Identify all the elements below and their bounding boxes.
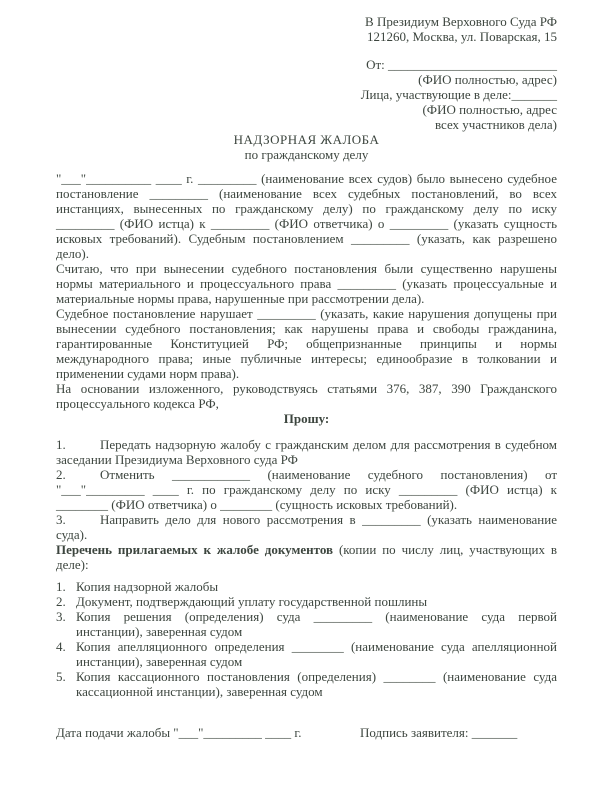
request-item-number: 2. xyxy=(56,467,66,482)
attachment-item xyxy=(56,639,557,669)
attachment-item-number: 2. xyxy=(56,594,66,609)
body-paragraph-grounds: Судебное постановление нарушает _________ (указать, какие нарушения допущены при вынесении судебного постановления; как нарушены права и свободы гражданина, гарантированные Конституцией РФ; общепризнанные принципы и нормы международного права; иные публичные интересы; единообразие в толковании и применении судами норм права). xyxy=(56,306,557,381)
document-subtitle: по гражданскому делу xyxy=(244,147,369,162)
attachment-item-text: Документ, подтверждающий уплату государственной пошлины xyxy=(76,594,428,609)
attachments-heading xyxy=(56,542,557,572)
attachments-heading-title: Перечень прилагаемых к жалобе документов xyxy=(56,542,334,557)
attachment-item-text: Копия решения (определения) суда _________ (наименование суда первой инстанции), заверенная судом xyxy=(76,609,557,639)
from-field: От: __________________________ xyxy=(366,57,557,72)
request-item xyxy=(56,512,557,542)
request-item xyxy=(56,437,557,467)
request-heading: Прошу: xyxy=(283,411,330,426)
attachment-item xyxy=(56,609,557,639)
attachments-list xyxy=(56,579,557,699)
applicant-block xyxy=(56,57,557,132)
body-paragraph-legal-basis: На основании изложенного, руководствуясь статьями 376, 387, 390 Гражданского процессуального кодекса РФ, xyxy=(56,381,557,411)
complaint-body xyxy=(56,171,557,411)
document-footer xyxy=(56,725,557,740)
parties-hint-line1: (ФИО полностью, адрес xyxy=(422,102,557,117)
attachment-item xyxy=(56,579,557,594)
body-paragraph-violations: Считаю, что при вынесении судебного постановления были существенно нарушены нормы материального и процессуального права _________ (указать процессуальные и материальные нормы права, нарушенные при рассмотрении дела). xyxy=(56,261,557,306)
court-name: В Президиум Верховного Суда РФ xyxy=(365,14,557,29)
body-paragraph-ruling: "___"__________ ____ г. _________ (наименование всех судов) было вынесено судебное постановление _________ (наименование всех судебных постановлений, во всех инстанциях, вынесенных по гражданскому делу) по гражданскому делу по иску _________ (ФИО истца) к _________ (ФИО ответчика) о _________ (указать сущность исковых требований). Судебным постановлением _________ (указать, как разрешено дело). xyxy=(56,171,557,261)
parties-field: Лица, участвующие в деле:_______ xyxy=(360,87,557,102)
request-item-text: Направить дело для нового рассмотрения в _________ (указать наименование суда). xyxy=(56,512,557,542)
request-item-number: 3. xyxy=(56,512,66,527)
request-list xyxy=(56,437,557,542)
attachment-item-text: Копия кассационного постановления (определения) ________ (наименование суда кассационной инстанции), заверенная судом xyxy=(76,669,557,699)
attachment-item-number: 5. xyxy=(56,669,66,684)
attachment-item xyxy=(56,594,557,609)
request-item-text: Отменить ____________ (наименование судебного постановления) от "___"_________ ____ г. по гражданскому делу по иску _________ (ФИО истца) к ________ (ФИО ответчика) о ________ (сущность исковых требований). xyxy=(56,467,557,512)
request-item-number: 1. xyxy=(56,437,66,452)
attachment-item-number: 4. xyxy=(56,639,66,654)
parties-hint-line2: всех участников дела) xyxy=(434,117,557,132)
attachment-item-text: Копия апелляционного определения ________ (наименование суда апелляционной инстанции), заверенная судом xyxy=(76,639,557,669)
court-address: 121260, Москва, ул. Поварская, 15 xyxy=(366,29,557,44)
signature-field: Подпись заявителя: _______ xyxy=(360,725,518,740)
from-hint: (ФИО полностью, адрес) xyxy=(418,72,557,87)
attachment-item-number: 3. xyxy=(56,609,66,624)
request-item xyxy=(56,467,557,512)
request-item-text: Передать надзорную жалобу с гражданским делом для рассмотрения в судебном заседании Президиума Верховного суда РФ xyxy=(56,437,557,467)
attachment-item-number: 1. xyxy=(56,579,66,594)
document-header xyxy=(56,14,557,132)
document-title: НАДЗОРНАЯ ЖАЛОБА xyxy=(233,132,380,147)
attachments-heading-note: (копии по числу лиц, участвующих в деле): xyxy=(56,542,557,572)
attachment-item xyxy=(56,669,557,699)
attachment-item-text: Копия надзорной жалобы xyxy=(76,579,219,594)
filing-date-field: Дата подачи жалобы "___"_________ ____ г. xyxy=(56,725,302,740)
